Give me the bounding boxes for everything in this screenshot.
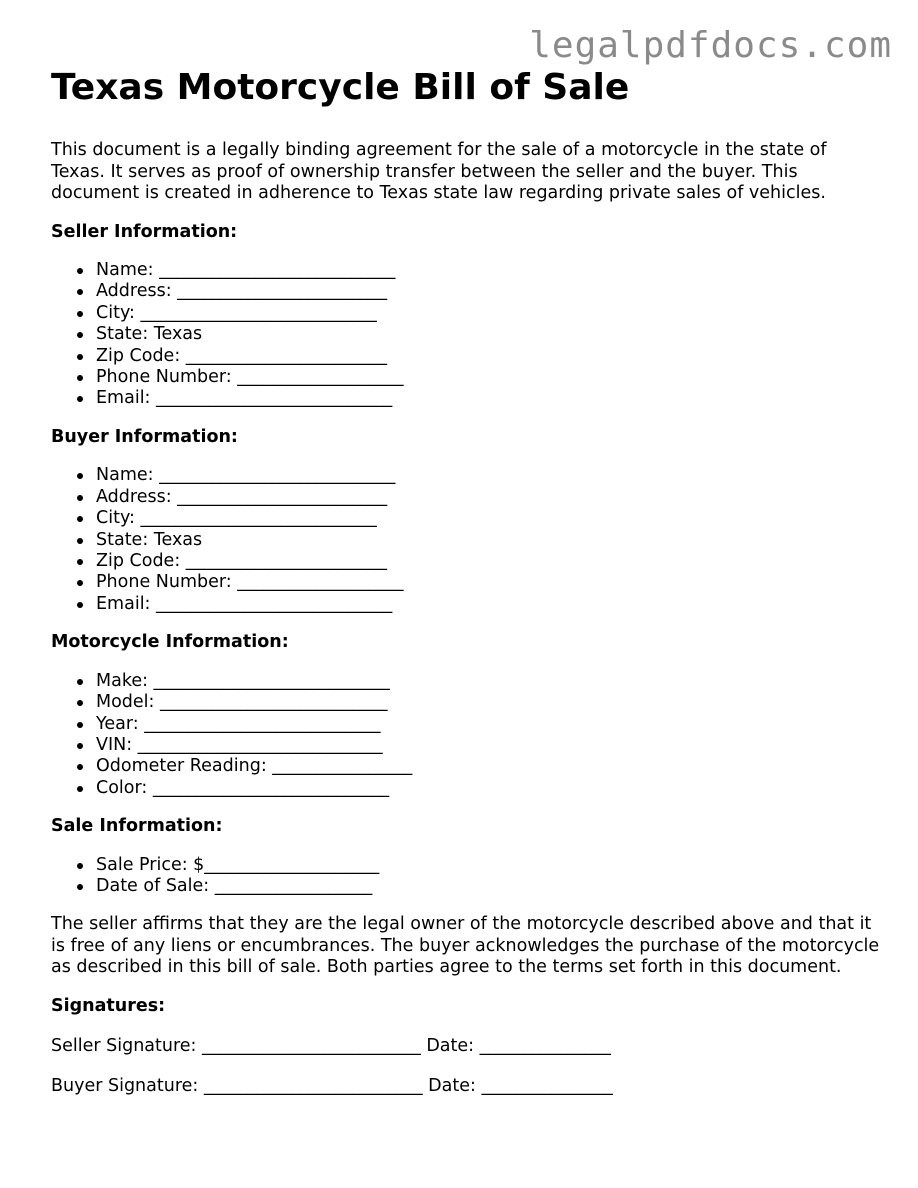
buyer-email-field[interactable]: Email: ___________________________ (96, 594, 881, 615)
seller-signature-line[interactable]: Seller Signature: _________________________ Date: _______________ (51, 1036, 611, 1057)
buyer-state-field: State: Texas (96, 530, 881, 551)
buyer-zip-field[interactable]: Zip Code: _______________________ (96, 551, 881, 572)
sale-price-field[interactable]: Sale Price: $____________________ (96, 855, 881, 876)
seller-info-heading: Seller Information: (51, 221, 238, 242)
buyer-info-list (51, 465, 881, 615)
motorcycle-vin-field[interactable]: VIN: ____________________________ (96, 735, 881, 756)
seller-name-field[interactable]: Name: ___________________________ (96, 260, 881, 281)
buyer-city-field[interactable]: City: ___________________________ (96, 508, 881, 529)
buyer-info-heading: Buyer Information: (51, 426, 238, 447)
motorcycle-info-list (51, 671, 881, 799)
seller-zip-field[interactable]: Zip Code: _______________________ (96, 346, 881, 367)
seller-state-field: State: Texas (96, 324, 881, 345)
sale-info-heading: Sale Information: (51, 816, 223, 837)
buyer-name-field[interactable]: Name: ___________________________ (96, 465, 881, 486)
motorcycle-year-field[interactable]: Year: ___________________________ (96, 714, 881, 735)
seller-city-field[interactable]: City: ___________________________ (96, 303, 881, 324)
seller-phone-field[interactable]: Phone Number: ___________________ (96, 367, 881, 388)
watermark: legalpdfdocs.com (529, 25, 892, 66)
intro-paragraph: This document is a legally binding agreement for the sale of a motorcycle in the state of Texas. It serves as proof of ownership transfer between the seller and the buyer. This document is created in adherence to Texas state law regarding private sales of vehicles. (51, 140, 827, 203)
seller-address-field[interactable]: Address: ________________________ (96, 281, 881, 302)
seller-email-field[interactable]: Email: ___________________________ (96, 388, 881, 409)
motorcycle-info-heading: Motorcycle Information: (51, 632, 289, 653)
document-body (51, 66, 881, 1115)
buyer-address-field[interactable]: Address: ________________________ (96, 487, 881, 508)
sale-date-field[interactable]: Date of Sale: __________________ (96, 876, 881, 897)
signatures-heading: Signatures: (51, 995, 166, 1016)
buyer-phone-field[interactable]: Phone Number: ___________________ (96, 572, 881, 593)
motorcycle-model-field[interactable]: Model: __________________________ (96, 692, 881, 713)
motorcycle-odometer-field[interactable]: Odometer Reading: ________________ (96, 756, 881, 777)
sale-info-list (51, 855, 881, 898)
seller-info-list (51, 260, 881, 410)
affirmation-paragraph: The seller affirms that they are the legal owner of the motorcycle described above and that it is free of any liens or encumbrances. The buyer acknowledges the purchase of the motorcycle as described in this bill of sale. Both parties agree to the terms set forth in this document. (51, 914, 880, 978)
buyer-signature-line[interactable]: Buyer Signature: _________________________ Date: _______________ (51, 1075, 613, 1096)
motorcycle-make-field[interactable]: Make: ___________________________ (96, 671, 881, 692)
document-title: Texas Motorcycle Bill of Sale (51, 67, 630, 108)
motorcycle-color-field[interactable]: Color: ___________________________ (96, 778, 881, 799)
